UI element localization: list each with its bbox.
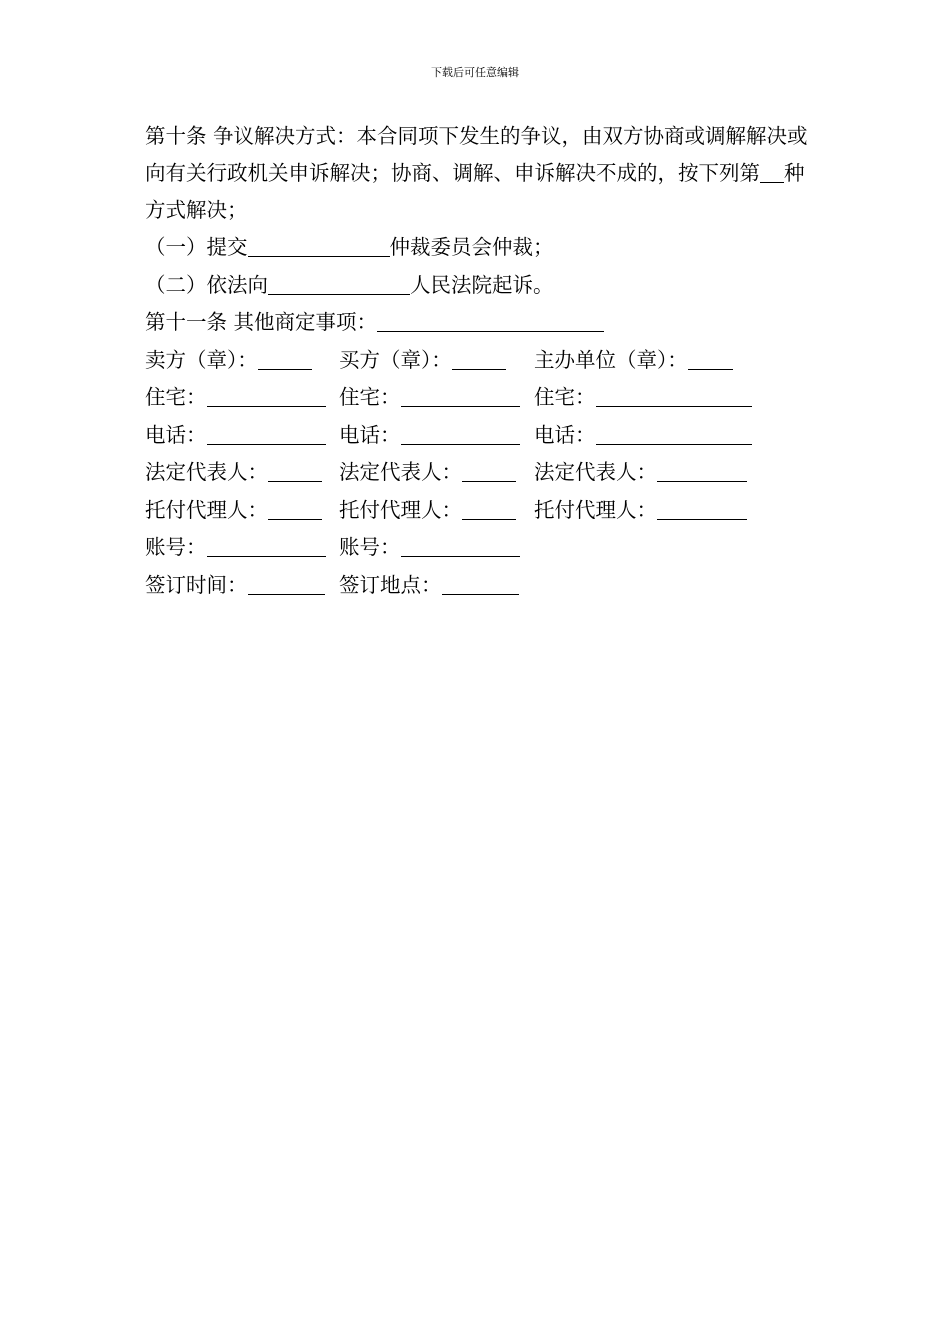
buyer-address-label: 住宅： xyxy=(339,385,401,409)
seller-address-label: 住宅： xyxy=(145,385,207,409)
buyer-account-label: 账号： xyxy=(339,535,401,559)
seller-account-blank[interactable] xyxy=(207,538,326,557)
article-10-paragraph xyxy=(145,118,810,229)
organizer-phone-label: 电话： xyxy=(534,422,596,447)
buyer-phone-blank[interactable] xyxy=(401,426,520,445)
buyer-account-blank[interactable] xyxy=(401,538,520,557)
organizer-phone-blank[interactable] xyxy=(596,426,752,445)
seller-account-label: 账号： xyxy=(145,535,207,559)
other-matters-blank[interactable] xyxy=(377,313,604,332)
option-2-prefix: （二）依法向 xyxy=(145,272,268,297)
page-header: 下载后可任意编辑 xyxy=(431,66,519,79)
legal-rep-row xyxy=(145,454,810,492)
article-10-text: 第十条 争议解决方式：本合同项下发生的争议，由双方协商或调解解决或向有关行政机关申诉解决；协商、调解、申诉解决不成的，按下列第 xyxy=(145,124,808,185)
organizer-seal-label: 主办单位（章）： xyxy=(534,347,688,372)
sign-place-blank[interactable] xyxy=(442,576,519,595)
seller-seal-blank[interactable] xyxy=(258,351,312,370)
option-1-suffix: 仲裁委员会仲裁； xyxy=(389,235,554,259)
seller-address-blank[interactable] xyxy=(207,388,326,407)
buyer-agent-blank[interactable] xyxy=(462,501,516,520)
article-11-text: 第十一条 其他商定事项： xyxy=(145,310,378,334)
organizer-legal-rep-label: 法定代表人： xyxy=(534,460,657,484)
seal-row xyxy=(145,342,810,380)
option-arbitration xyxy=(145,229,810,267)
contract-body xyxy=(145,118,810,604)
option-2-suffix: 人民法院起诉。 xyxy=(410,272,554,297)
seller-phone-label: 电话： xyxy=(145,422,207,447)
seller-legal-rep-label: 法定代表人： xyxy=(145,460,268,484)
organizer-seal-blank[interactable] xyxy=(688,351,733,370)
method-number-blank[interactable] xyxy=(760,164,784,183)
buyer-legal-rep-blank[interactable] xyxy=(462,463,516,482)
arbitration-committee-blank[interactable] xyxy=(248,238,390,257)
buyer-phone-label: 电话： xyxy=(339,422,401,447)
sign-time-label: 签订时间： xyxy=(145,572,248,597)
address-row xyxy=(145,379,810,417)
buyer-seal-label: 买方（章）： xyxy=(339,347,452,372)
account-row xyxy=(145,529,810,567)
organizer-legal-rep-blank[interactable] xyxy=(657,463,747,482)
seller-agent-label: 托付代理人： xyxy=(145,497,268,522)
seller-phone-blank[interactable] xyxy=(207,426,326,445)
court-name-blank[interactable] xyxy=(268,276,410,295)
organizer-agent-blank[interactable] xyxy=(657,501,747,520)
seller-agent-blank[interactable] xyxy=(268,501,322,520)
organizer-agent-label: 托付代理人： xyxy=(534,497,657,522)
buyer-agent-label: 托付代理人： xyxy=(339,497,462,522)
phone-row xyxy=(145,417,810,455)
option-court xyxy=(145,267,810,305)
sign-time-blank[interactable] xyxy=(248,576,325,595)
signing-row xyxy=(145,567,810,605)
organizer-address-blank[interactable] xyxy=(596,388,752,407)
agent-row xyxy=(145,492,810,530)
buyer-address-blank[interactable] xyxy=(401,388,520,407)
seller-legal-rep-blank[interactable] xyxy=(268,463,322,482)
buyer-seal-blank[interactable] xyxy=(452,351,506,370)
sign-place-label: 签订地点： xyxy=(339,572,442,597)
buyer-legal-rep-label: 法定代表人： xyxy=(339,460,462,484)
seller-seal-label: 卖方（章）： xyxy=(145,347,258,372)
organizer-address-label: 住宅： xyxy=(534,385,596,409)
article-11-line xyxy=(145,304,810,342)
option-1-prefix: （一）提交 xyxy=(145,235,248,259)
article-10-after-blank: 种方式解决； xyxy=(145,161,805,222)
